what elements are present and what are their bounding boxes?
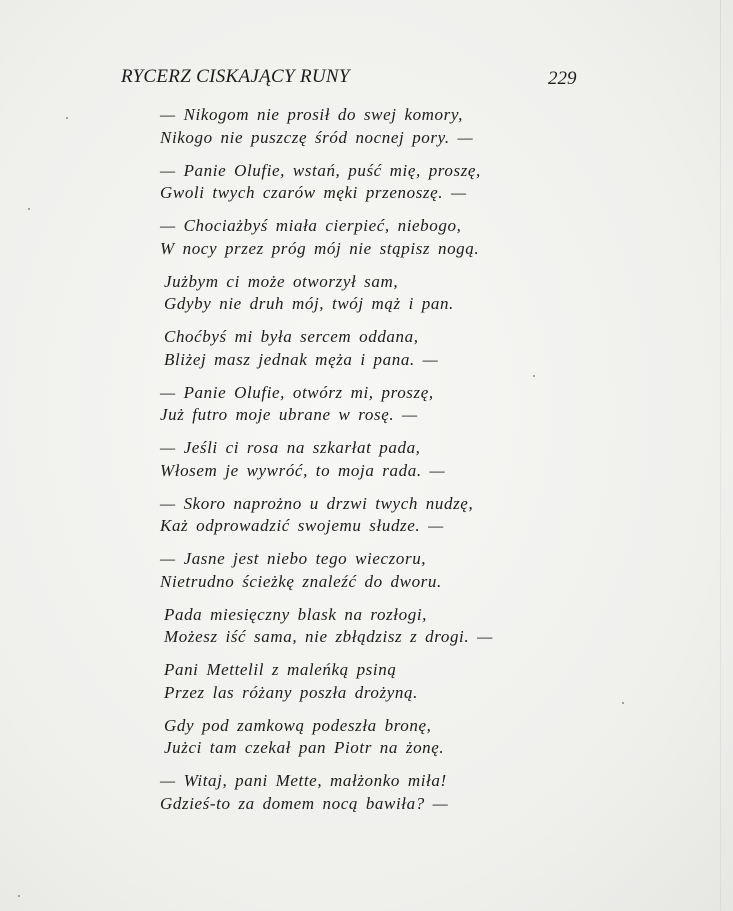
stanza: [160, 604, 580, 660]
verse-line: — Nikogom nie prosił do swej komory,: [160, 105, 463, 124]
verse-line: Pada miesięczny blask na rozłogi,: [164, 604, 428, 624]
verse-line: — Witaj, pani Mette, małżonko miła!: [160, 771, 447, 790]
verse-line: Nietrudno ścieżkę znaleźć do dworu.: [160, 571, 442, 591]
verse-line: Przez las różany poszła drożyną.: [164, 682, 418, 702]
verse-line: Możesz iść sama, nie zbłądzisz z drogi. —: [164, 627, 493, 646]
verse-line: Gdy pod zamkową podeszła bronę,: [164, 715, 432, 735]
verse-line: — Panie Olufie, otwórz mi, proszę,: [160, 382, 434, 402]
running-head-title: RYCERZ CISKAJĄCY RUNY: [121, 66, 350, 87]
stanza: [160, 215, 580, 271]
verse-line: — Jeśli ci rosa na szkarłat pada,: [160, 438, 421, 457]
verse-line: Pani Mettelil z maleńką psiną: [164, 660, 397, 679]
paper-speck: [18, 895, 20, 897]
paper-speck: [533, 375, 535, 377]
verse-line: Włosem je wywróć, to moja rada. —: [160, 460, 446, 480]
verse-line: Gdzieś-to za domem nocą bawiła? —: [160, 793, 449, 813]
verse-line: W nocy przez próg mój nie stąpisz nogą.: [160, 238, 480, 258]
verse-line: Choćbyś mi była sercem oddana,: [164, 327, 419, 346]
stanza: [160, 160, 580, 216]
page-edge-shadow: [720, 0, 721, 911]
poem-text: [160, 104, 580, 826]
verse-line: Gwoli twych czarów męki przenoszę. —: [160, 183, 467, 202]
stanza: [160, 770, 580, 826]
stanza: [160, 326, 580, 382]
stanza: [160, 437, 580, 493]
paper-speck: [28, 208, 30, 210]
verse-line: — Skoro naprożno u drzwi twych nudzę,: [160, 493, 474, 513]
verse-line: Gdyby nie druh mój, twój mąż i pan.: [164, 294, 454, 313]
stanza: [160, 715, 580, 771]
stanza: [160, 548, 580, 604]
verse-line: — Jasne jest niebo tego wieczoru,: [160, 549, 427, 568]
stanza: [160, 659, 580, 715]
stanza: [160, 271, 580, 327]
paper-speck: [622, 702, 624, 704]
verse-line: Bliżej masz jednak męża i pana. —: [164, 349, 439, 369]
stanza: [160, 493, 580, 549]
stanza: [160, 382, 580, 438]
verse-line: — Chociażbyś miała cierpieć, niebogo,: [160, 216, 462, 235]
paper-speck: [66, 117, 68, 119]
verse-line: Już futro moje ubrane w rosę. —: [160, 405, 418, 424]
verse-line: — Panie Olufie, wstań, puść mię, proszę,: [160, 160, 481, 180]
verse-line: Każ odprowadzić swojemu słudze. —: [160, 516, 444, 535]
verse-line: Nikogo nie puszczę śród nocnej pory. —: [160, 127, 474, 147]
stanza: [160, 104, 580, 160]
verse-line: Jużci tam czekał pan Piotr na żonę.: [164, 738, 445, 757]
page-number: 229: [548, 68, 577, 89]
verse-line: Jużbym ci może otworzył sam,: [164, 271, 399, 291]
